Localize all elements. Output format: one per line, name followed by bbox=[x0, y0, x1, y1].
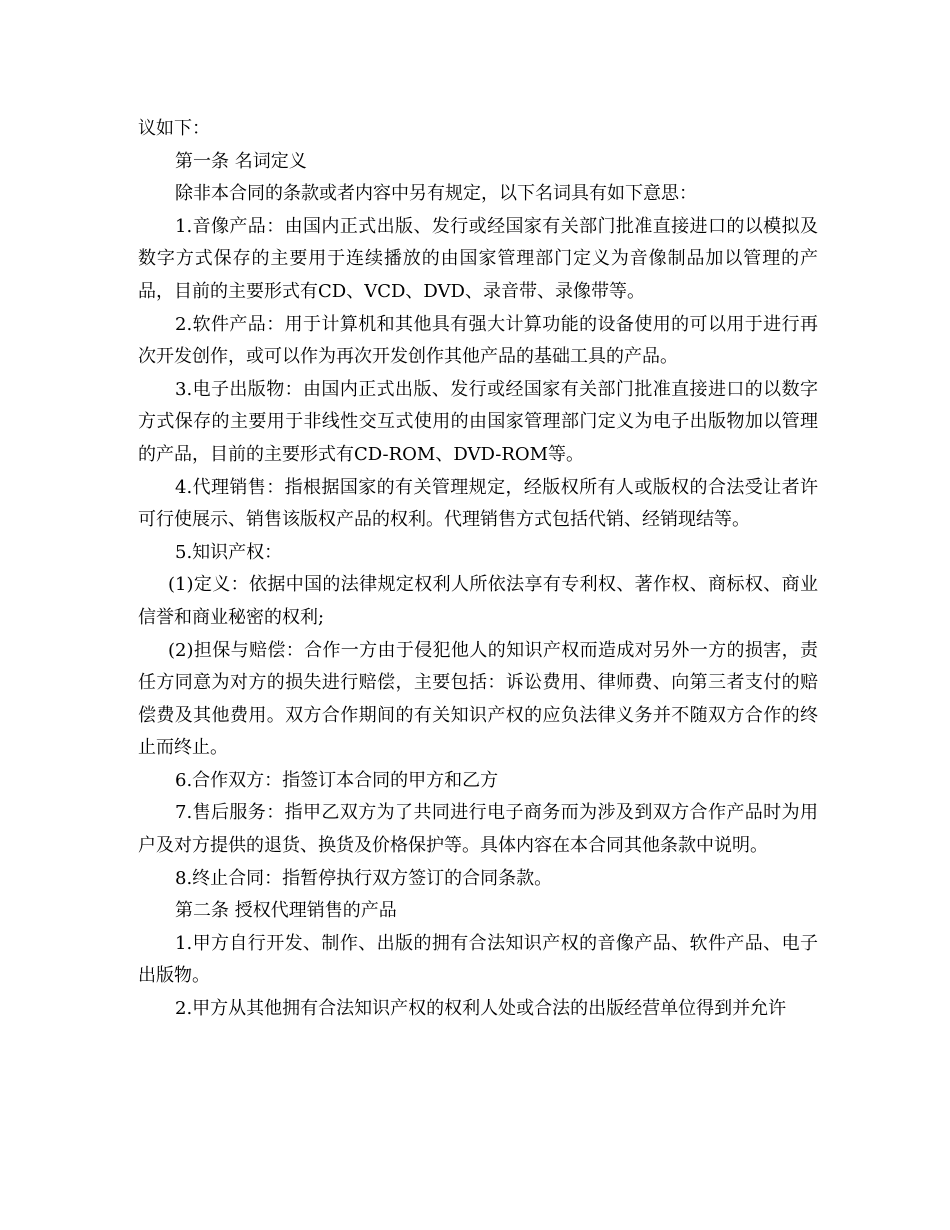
definition-ip: 5.知识产权： bbox=[175, 541, 283, 563]
paragraph-intro: 议如下： bbox=[138, 118, 210, 139]
definition-termination: 8.终止合同：指暂停执行双方签订的合同条款。 bbox=[175, 867, 553, 889]
definition-electronic-publication: 3.电子出版物：由国内正式出版、发行或经国家有关部门批准直接进口的以数字方式保存的主要用于非线性交互式使用的由国家管理部门定义为电子出版物加以管理的产品，目前的主要形式有CD-ROM、DVD-ROM等。 bbox=[138, 378, 818, 465]
definition-ip-sub-1: (1)定义：依据中国的法律规定权利人所依法享有专利权、著作权、商标权、商业信誉和商业秘密的权利; bbox=[138, 574, 818, 628]
article-2-heading: 第二条 授权代理销售的产品 bbox=[175, 900, 397, 922]
definition-agency-sales: 4.代理销售：指根据国家的有关管理规定，经版权所有人或版权的合法受让者许可行使展示、销售该版权产品的权利。代理销售方式包括代销、经销现结等。 bbox=[138, 476, 818, 531]
definition-after-sales: 7.售后服务：指甲乙双方为了共同进行电子商务而为涉及到双方合作产品时为用户及对方提供的退货、换货及价格保护等。具体内容在本合同其他条款中说明。 bbox=[138, 802, 818, 857]
definition-audio-video: 1.音像产品：由国内正式出版、发行或经国家有关部门批准直接进口的以模拟及数字方式保存的主要用于连续播放的由国家管理部门定义为音像制品加以管理的产品，目前的主要形式有CD、VCD、DVD、录音带、录像带等。 bbox=[138, 215, 818, 302]
article-1-heading: 第一条 名词定义 bbox=[175, 150, 307, 172]
document-body bbox=[138, 113, 818, 1026]
definition-ip-sub-2: (2)担保与赔偿：合作一方由于侵犯他人的知识产权而造成对另外一方的损害，责任方同意为对方的损失进行赔偿，主要包括：诉讼费用、律师费、向第三者支付的赔偿费及其他费用。双方合作期间的有关知识产权的应负法律义务并不随双方合作的终止而终止。 bbox=[138, 639, 818, 759]
definition-software: 2.软件产品：用于计算机和其他具有强大计算功能的设备使用的可以用于进行再次开发创作，或可以作为再次开发创作其他产品的基础工具的产品。 bbox=[138, 313, 818, 368]
definition-parties: 6.合作双方：指签订本合同的甲方和乙方 bbox=[175, 769, 499, 791]
paragraph-definitions-intro: 除非本合同的条款或者内容中另有规定，以下名词具有如下意思： bbox=[175, 183, 697, 205]
article-2-item-1: 1.甲方自行开发、制作、出版的拥有合法知识产权的音像产品、软件产品、电子出版物。 bbox=[138, 932, 818, 987]
article-2-item-2: 2.甲方从其他拥有合法知识产权的权利人处或合法的出版经营单位得到并允许 bbox=[175, 998, 787, 1020]
